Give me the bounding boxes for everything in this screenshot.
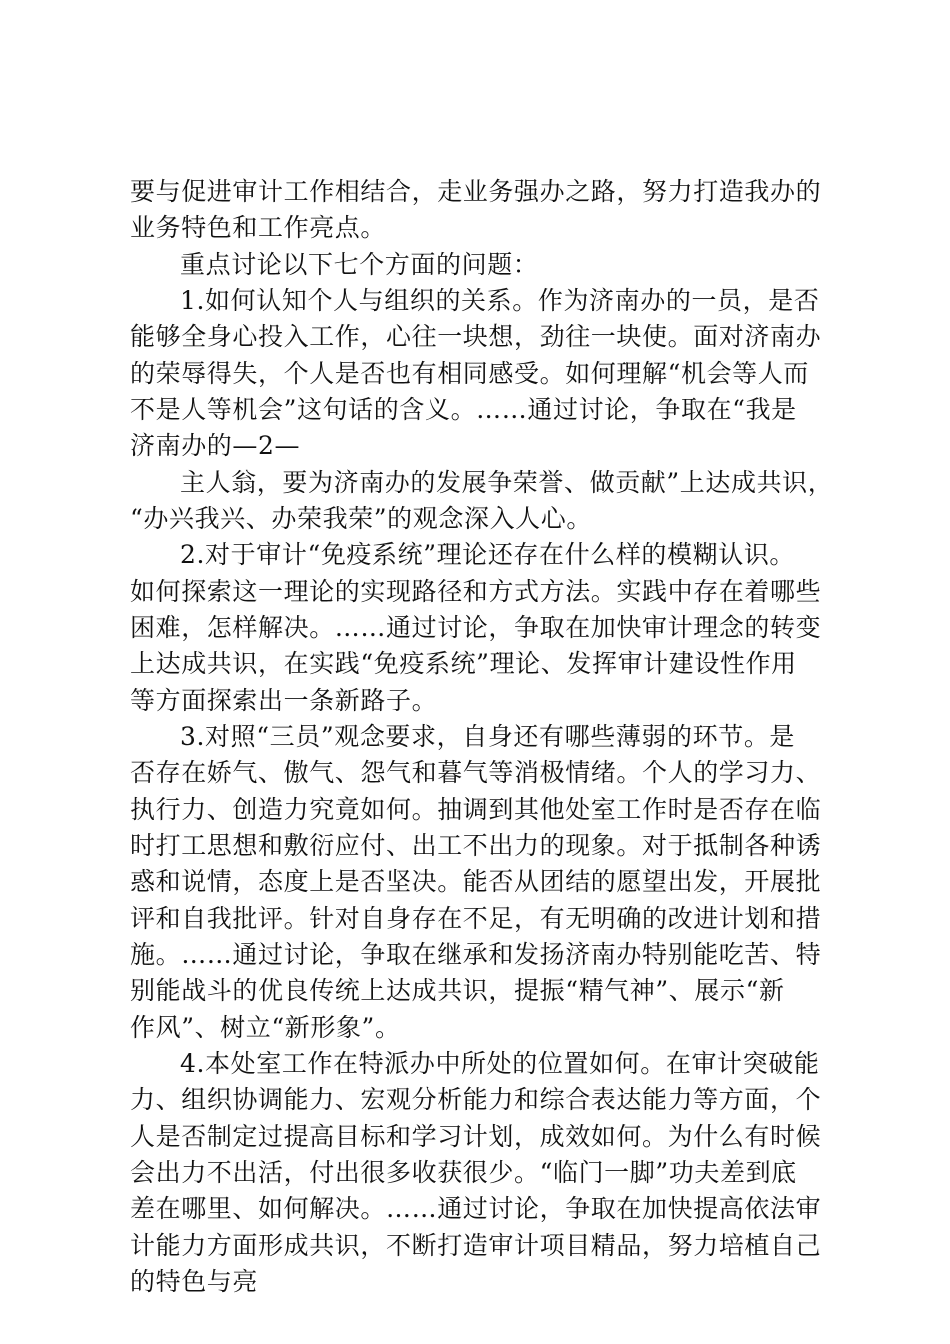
text-line: 惑和说情，态度上是否坚决。能否从团结的愿望出发，开展批	[130, 867, 822, 896]
text-line: 业务特色和工作亮点。	[130, 213, 387, 242]
text-line: 上达成共识，在实践“免疫系统”理论、发挥审计建设性作用	[130, 649, 797, 678]
text-line: 评和自我批评。针对自身存在不足，有无明确的改进计划和措	[130, 904, 822, 933]
text-line: 时打工思想和敷衍应付、出工不出力的现象。对于抵制各种诱	[130, 831, 822, 860]
text-line: 等方面探索出一条新路子。	[130, 686, 438, 715]
text-line: 困难，怎样解决。……通过讨论，争取在加快审计理念的转变	[130, 613, 822, 642]
text-line: 施。……通过讨论，争取在继承和发扬济南办特别能吃苦、特	[130, 940, 822, 969]
text-line: “办兴我兴、办荣我荣”的观念深入人心。	[130, 504, 592, 533]
text-line: 作风”、树立“新形象”。	[130, 1013, 401, 1042]
text-line: 4.本处室工作在特派办中所处的位置如何。在审计突破能	[180, 1049, 820, 1078]
text-line: 力、组织协调能力、宏观分析能力和综合表达能力等方面，个	[130, 1085, 822, 1114]
text-line: 别能战斗的优良传统上达成共识，提振“精气神”、展示“新	[130, 976, 785, 1005]
text-line: 的特色与亮	[130, 1267, 259, 1296]
text-line: 1.如何认知个人与组织的关系。作为济南办的一员，是否	[180, 286, 820, 315]
text-line: 的荣辱得失，个人是否也有相同感受。如何理解“机会等人而	[130, 359, 809, 388]
text-line: 能够全身心投入工作，心往一块想，劲往一块使。面对济南办	[130, 322, 822, 351]
text-line: 如何探索这一理论的实现路径和方式方法。实践中存在着哪些	[130, 577, 822, 606]
text-line: 济南办的—2—	[130, 431, 301, 460]
text-line: 执行力、创造力究竟如何。抽调到其他处室工作时是否存在临	[130, 795, 822, 824]
text-line: 计能力方面形成共识，不断打造审计项目精品，努力培植自己	[130, 1231, 822, 1260]
text-line: 2.对于审计“免疫系统”理论还存在什么样的模糊认识。	[180, 540, 796, 569]
text-line: 否存在娇气、傲气、怨气和暮气等消极情绪。个人的学习力、	[130, 758, 822, 787]
text-line: 主人翁，要为济南办的发展争荣誉、做贡献”上达成共识，	[180, 468, 834, 497]
text-line: 会出力不出活，付出很多收获很少。“临门一脚”功夫差到底	[130, 1158, 797, 1187]
text-line: 要与促进审计工作相结合，走业务强办之路，努力打造我办的	[130, 177, 822, 206]
text-line: 不是人等机会”这句话的含义。……通过讨论，争取在“我是	[130, 395, 797, 424]
text-line: 3.对照“三员”观念要求，自身还有哪些薄弱的环节。是	[180, 722, 796, 751]
text-line: 人是否制定过提高目标和学习计划，成效如何。为什么有时候	[130, 1122, 822, 1151]
text-line: 重点讨论以下七个方面的问题：	[180, 250, 539, 279]
text-line: 差在哪里、如何解决。……通过讨论，争取在加快提高依法审	[130, 1194, 822, 1223]
